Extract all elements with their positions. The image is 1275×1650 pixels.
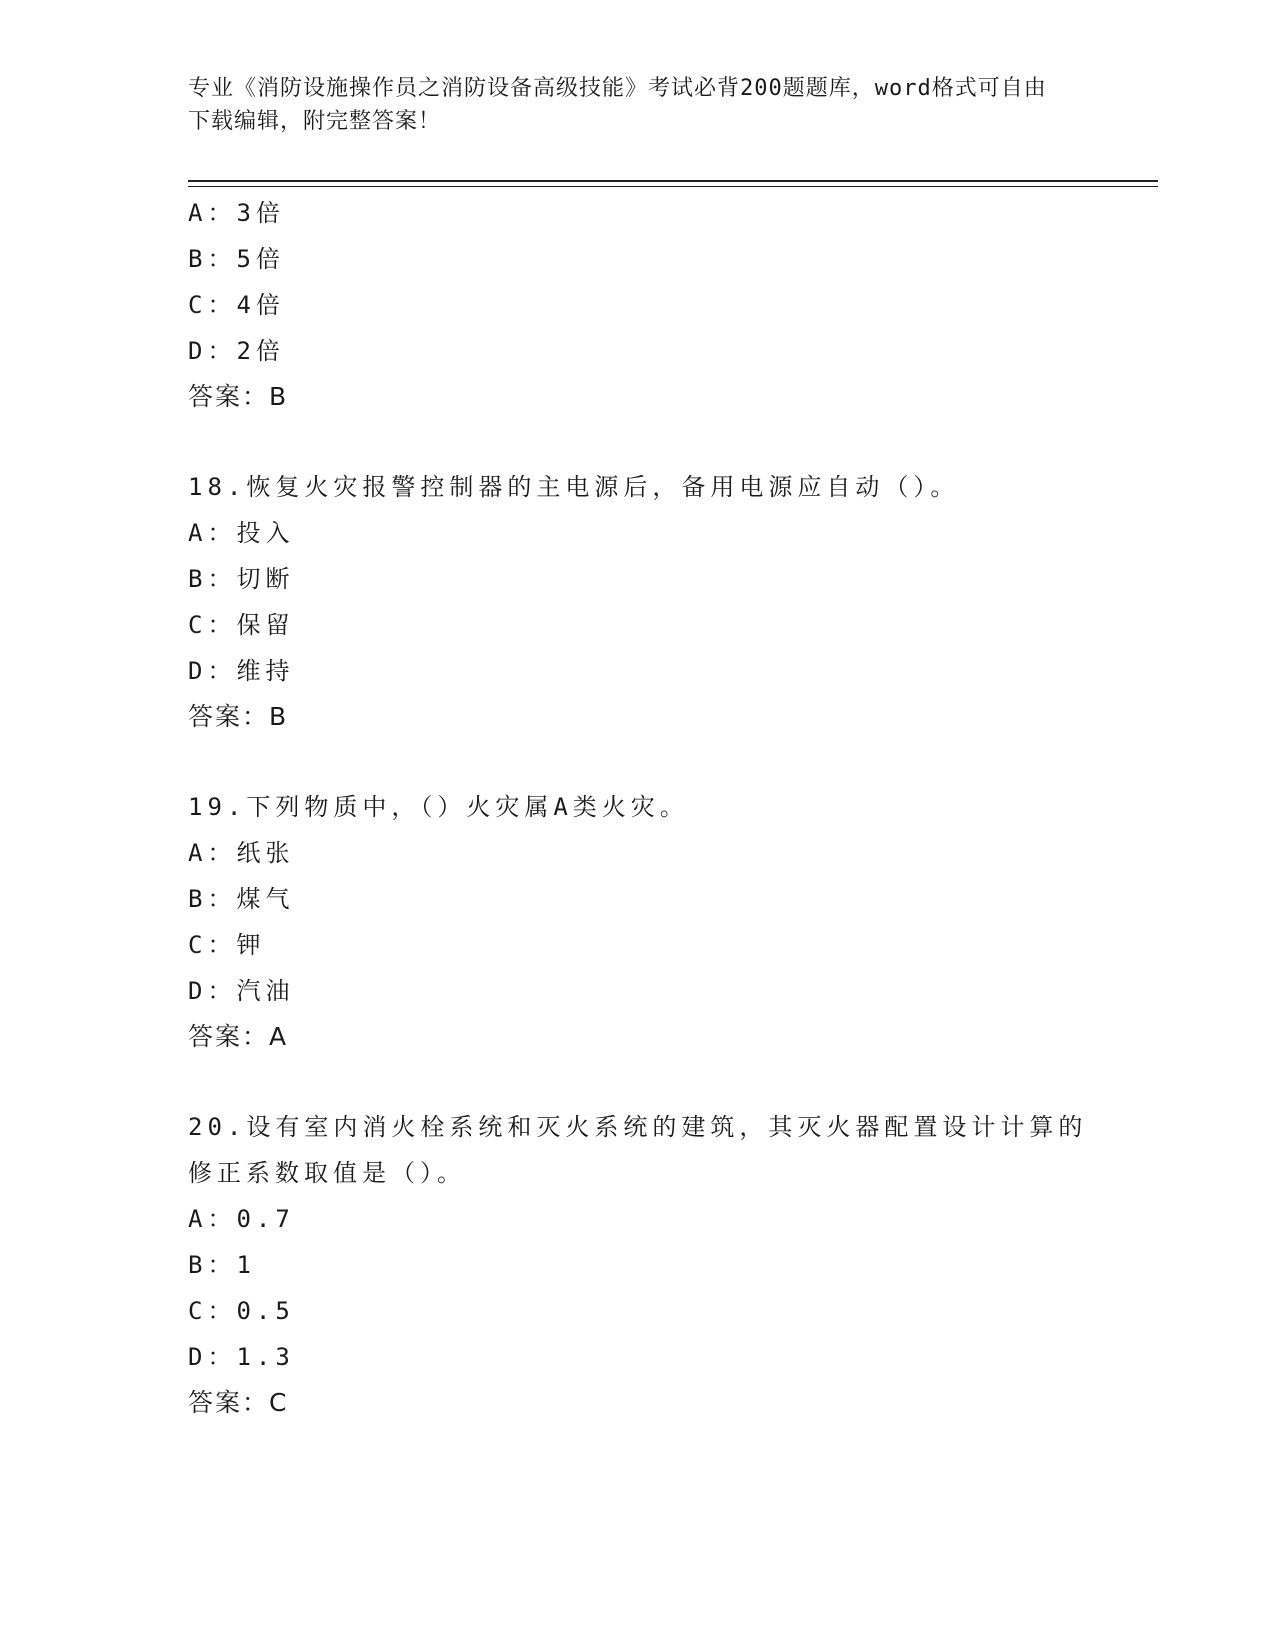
option-c: C：保留 bbox=[188, 611, 295, 639]
question-stem: 19.下列物质中，（）火灾属A类火灾。 bbox=[188, 793, 689, 821]
option-a: A：纸张 bbox=[188, 839, 295, 867]
question-stem: 18.恢复火灾报警控制器的主电源后，备用电源应自动（）。 bbox=[188, 473, 960, 501]
option-d: D：汽油 bbox=[188, 977, 295, 1005]
option-b: B：煤气 bbox=[188, 885, 295, 913]
option-a: A：3倍 bbox=[188, 199, 285, 227]
option-c: C：0.5 bbox=[188, 1297, 295, 1325]
answer-line: 答案：C bbox=[188, 1388, 289, 1417]
option-d: D：1.3 bbox=[188, 1343, 295, 1371]
answer-line: 答案：B bbox=[188, 702, 289, 731]
question-stem: 20.设有室内消火栓系统和灭火系统的建筑，其灭火器配置设计计算的修正系数取值是（）。 bbox=[188, 1113, 1088, 1187]
option-a: A：0.7 bbox=[188, 1205, 295, 1233]
answer-line: 答案：A bbox=[188, 1022, 289, 1051]
question-19 bbox=[188, 784, 1088, 1060]
option-b: B：5倍 bbox=[188, 245, 285, 273]
question-18 bbox=[188, 464, 1088, 740]
option-c: C：4倍 bbox=[188, 291, 285, 319]
option-a: A：投入 bbox=[188, 519, 295, 547]
option-d: D：2倍 bbox=[188, 337, 285, 365]
page-header bbox=[188, 72, 1068, 138]
option-c: C：钾 bbox=[188, 931, 266, 959]
option-b: B：切断 bbox=[188, 565, 295, 593]
question-20 bbox=[188, 1104, 1088, 1426]
option-b: B：1 bbox=[188, 1251, 256, 1279]
question-list bbox=[188, 190, 1088, 1426]
header-text: 专业《消防设施操作员之消防设备高级技能》考试必背200题题库，word格式可自由下载编辑，附完整答案！ bbox=[188, 76, 1047, 134]
answer-line: 答案：B bbox=[188, 382, 289, 411]
option-d: D：维持 bbox=[188, 657, 295, 685]
header-divider bbox=[188, 180, 1158, 187]
question-17-partial bbox=[188, 190, 1088, 420]
